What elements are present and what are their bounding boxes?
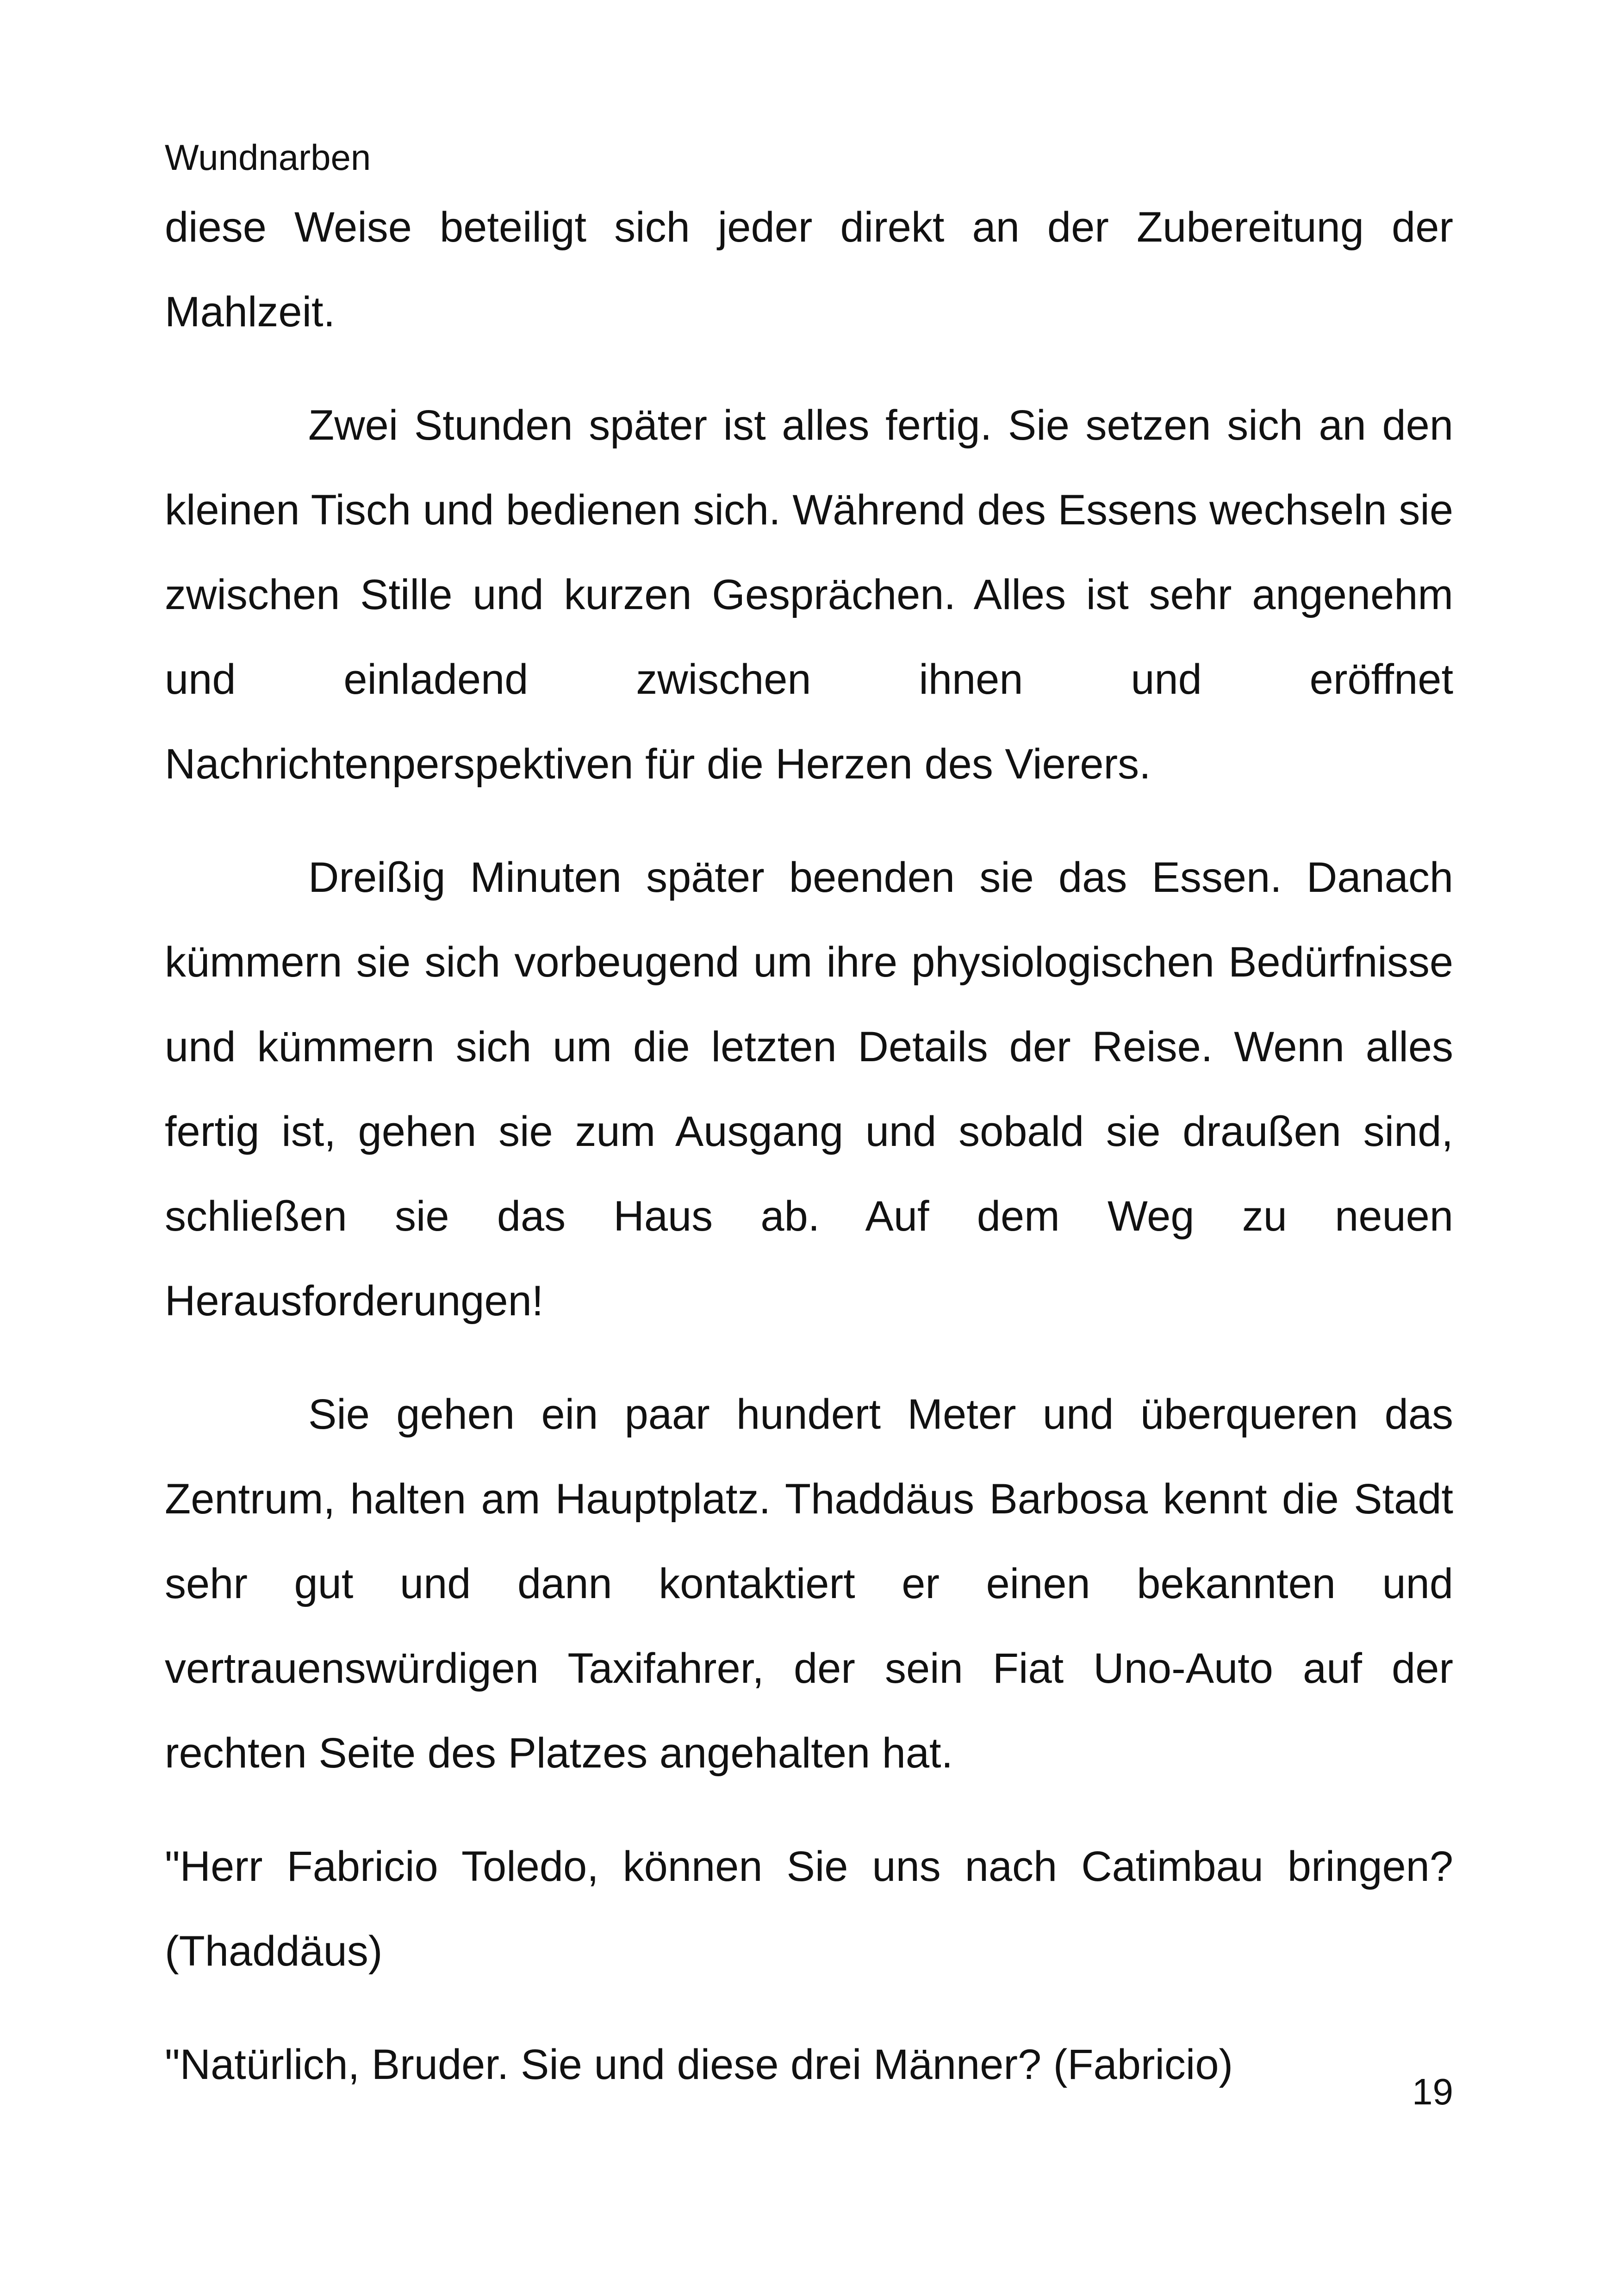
paragraph-dinner: Zwei Stunden später ist alles fertig. Sie setzen sich an den kleinen Tisch und bedienen sich. Während des Essens wechseln sie zwischen Stille und kurzen Gesprächen. Alles ist sehr angenehm und einladend zwischen ihnen und eröffnet Nachrichtenperspektiven für die Herzen des Vierers. — [165, 402, 1453, 788]
dialogue-line-thaddaeus: "Herr Fabricio Toledo, können Sie uns nach Catimbau bringen? (Thaddäus) — [165, 1843, 1453, 1975]
page-number: 19 — [1412, 2071, 1453, 2112]
running-header: Wundnarben — [165, 137, 371, 178]
body-text — [165, 185, 1453, 2107]
paragraph-continuation: diese Weise beteiligt sich jeder direkt an der Zubereitung der Mahlzeit. — [165, 204, 1453, 336]
paragraph-taxi: Sie gehen ein paar hundert Meter und überqueren das Zentrum, halten am Hauptplatz. Thaddäus Barbosa kennt die Stadt sehr gut und dann kontaktiert er einen bekannten und vertrauenswürdigen Taxifahrer, der sein Fiat Uno-Auto auf der rechten Seite des Platzes angehalten hat. — [165, 1391, 1453, 1777]
paragraph-departure: Dreißig Minuten später beenden sie das Essen. Danach kümmern sie sich vorbeugend um ihre physiologischen Bedürfnisse und kümmern sich um die letzten Details der Reise. Wenn alles fertig ist, gehen sie zum Ausgang und sobald sie draußen sind, schließen sie das Haus ab. Auf dem Weg zu neuen Herausforderungen! — [165, 854, 1453, 1325]
dialogue-line-fabricio: "Natürlich, Bruder. Sie und diese drei Männer? (Fabricio) — [165, 2041, 1233, 2088]
